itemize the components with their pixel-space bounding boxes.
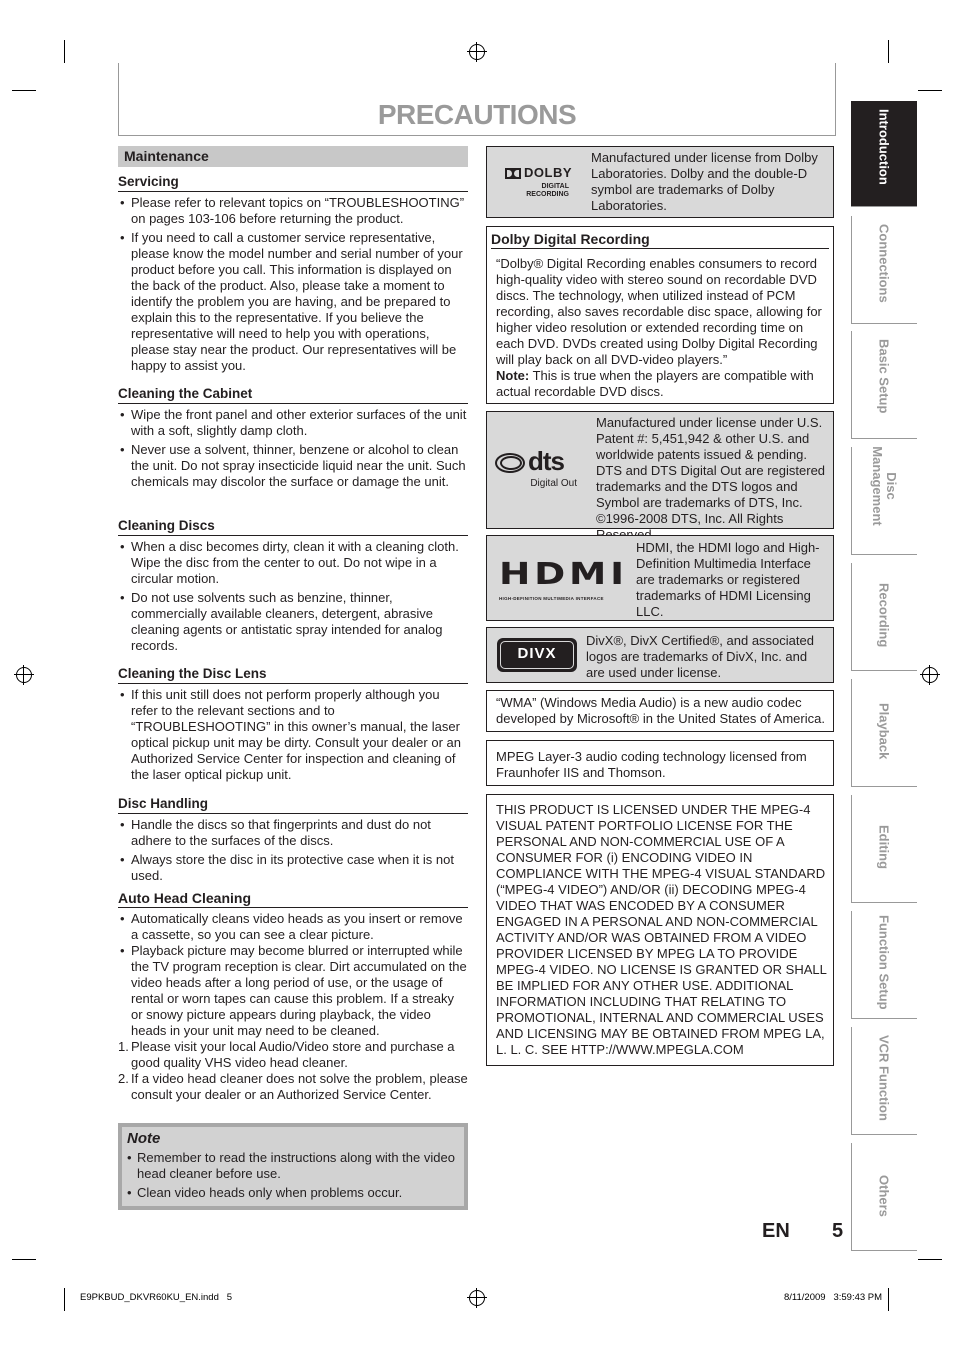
tab-function-setup[interactable] [851,911,917,1019]
tab-disc-management[interactable] [851,447,917,555]
list-item: • Never use a solvent, thinner, benzene or alcohol to clean the unit. Do not spray insecticide liquid near the unit. Such chemicals may discolor the surface or damage the unit. [118,442,468,490]
hdmi-logo [499,557,629,607]
list-item: • Wipe the front panel and other exterior surfaces of the unit with a soft, slightly damp cloth. [118,407,468,439]
cabinet-block [118,386,468,493]
mpeg3-license-box [486,740,834,786]
registration-mark-icon [469,44,485,60]
footer-filename: E9PKBUD_DKVR60KU_EN.indd 5 [80,1292,233,1303]
step-text: If a video head cleaner does not solve the problem, please consult your dealer or an Authorized Service Center. [131,1071,468,1102]
dolby-logo [505,165,577,199]
subheading-discs: Cleaning Discs [118,518,468,536]
double-d-icon [505,168,521,179]
tab-vcr-function[interactable] [851,1027,917,1135]
note-label: Note: [496,368,530,383]
divx-license-text: DivX®, DivX Certified®, and associated logos are trademarks of DivX, Inc. and are used under license. [586,633,814,680]
crop-mark [918,90,942,91]
dolby-logo-sub: DIGITAL [541,183,569,190]
tab-connections[interactable] [851,216,917,324]
tab-label: Disc Management [870,446,899,526]
language-label: EN [762,1220,790,1242]
subheading-cabinet: Cleaning the Cabinet [118,386,468,404]
dts-logo-text: dts [528,446,564,476]
tab-playback[interactable] [851,679,917,787]
dts-wave-icon [495,451,525,471]
list-item: • When a disc becomes dirty, clean it with a cleaning cloth. Wipe the disc from the center to out. Do not wipe in a circular motion. [118,539,468,587]
list-item: • Handle the discs so that fingerprints and dust do not adhere to the surfaces of the discs. [118,817,468,849]
registration-mark-icon [922,667,938,683]
tab-label: VCR Function [876,1035,892,1121]
step-text: Please visit your local Audio/Video store and purchase a good quality VHS video head cleaner. [131,1039,455,1070]
subheading-servicing: Servicing [118,174,468,192]
step-number: 1. [118,1039,129,1054]
hdmi-logo-sub: HIGH-DEFINITION MULTIMEDIA INTERFACE [499,596,604,601]
list-item: • If this unit still does not perform properly although you refer to the relevant sections and to “TROUBLESHOOTING” in this owner’s manual, the laser optical pickup unit may be dirty. Consult your dealer or an Authorized Service Center for inspection and cleaning of the laser optical pickup unit. [118,687,468,783]
tab-label: Others [876,1175,892,1217]
list-item: • Please refer to relevant topics on “TROUBLESHOOTING” on pages 103-106 before returning the product. [118,195,468,227]
list-item: • Always store the disc in its protective case when it is not used. [118,852,468,884]
divx-logo [497,638,577,672]
discs-block [118,518,468,657]
mpeg4-license-text: THIS PRODUCT IS LICENSED UNDER THE MPEG-4 VISUAL PATENT PORTFOLIO LICENSE FOR THE PERSONAL AND NON-COMMERCIAL USE OF A CONSUMER FOR (i) ENCODING VIDEO IN COMPLIANCE WITH THE MPEG-4 VISUAL STANDARD (“MPEG-4 VIDEO”) AND/OR (ii) DECODING MPEG-4 VIDEO THAT WAS ENCODED BY A CONSUMER ENGAGED IN A PERSONAL AND NON-COMMERCIAL ACTIVITY AND/OR WAS OBTAINED FROM A VIDEO PROVIDER LICENSED BY MPEG LA TO PROVIDE MPEG-4 VIDEO. NO LICENSE IS GRANTED OR SHALL BE IMPLIED FOR ANY OTHER USE. ADDITIONAL INFORMATION INCLUDING THAT RELATING TO PROMOTIONAL, INTERNAL AND COMMERCIAL USES AND LICENSING MAY BE OBTAINED FROM MPEG LA, L. L. C. SEE HTTP://WWW.MPEGLA.COM [496,802,827,1057]
list-item: • Playback picture may become blurred or interrupted while the TV program reception is clear. Dirt accumulated on the video heads after a long period of use, or the usage of rental or worn tapes can cause this problem. If a streaky or snowy picture appears during playback, the video heads in your unit may need to be cleaned. [118,943,468,1039]
tab-others[interactable] [851,1143,917,1251]
wma-license-box [486,690,834,732]
subheading-handling: Disc Handling [118,796,468,814]
crop-mark [12,1259,36,1260]
crop-mark [888,1288,889,1311]
dolby-recording-text [496,256,828,400]
crop-mark [64,40,65,63]
mpeg4-license-box [486,794,834,1066]
tab-label: Editing [876,825,892,870]
dolby-recording-box [486,226,834,404]
maintenance-section [118,146,468,167]
divx-license-box [486,627,834,683]
note-content [122,1127,464,1206]
dolby-license-box [486,146,834,218]
crop-mark [918,1259,942,1260]
tab-label: Introduction [876,109,892,185]
list-item: • Automatically cleans video heads as you insert or remove a cassette, so you can see a clear picture. [118,911,468,943]
lens-block [118,666,468,786]
note-text: This is true when the players are compatible with actual recordable DVD discs. [496,368,814,399]
dts-license-text: Manufactured under license under U.S. Patent #: 5,451,942 & other U.S. and worldwide patents issued & pending. DTS and DTS Digital Out are registered trademarks and the DTS logos and Symbol are trademarks of DTS, Inc. ©1996-2008 DTS, Inc. All Rights [596,415,826,526]
title-frame [118,63,836,136]
dolby-recording-title: Dolby Digital Recording [491,231,829,249]
registration-mark-icon [16,667,32,683]
dts-logo [495,446,587,492]
note-box [118,1123,468,1210]
head-cleaning-block [118,890,468,1103]
crop-mark [12,90,36,91]
section-heading: Maintenance [118,146,468,167]
note-item: • Remember to read the instructions along with the video head cleaner before use. [127,1150,459,1182]
registration-mark-icon [469,1290,485,1306]
footer-date: 8/11/2009 3:59:43 PM [784,1292,883,1303]
list-item: • Do not use solvents such as benzine, thinner, commercially available cleaners, detergent, abrasive cleaning agents or antistatic spray intended for analog records. [118,590,468,654]
tab-recording[interactable] [851,563,917,671]
wma-license-text: “WMA” (Windows Media Audio) is a new audio codec developed by Microsoft® in the United States of America. [496,695,825,726]
tab-label: Recording [876,583,892,648]
tab-basic-setup[interactable] [851,331,917,439]
page-title: PRECAUTIONS [377,99,577,130]
step-item [118,1071,468,1103]
tab-label: Playback [876,703,892,760]
mpeg3-license-text: MPEG Layer-3 audio coding technology licensed from Fraunhofer IIS and Thomson. [496,749,807,780]
dolby-recording-note [496,368,828,400]
dolby-license-text: Manufactured under license from Dolby Laboratories. Dolby and the double-D symbol are trademarks of Dolby Laboratories. [591,150,818,213]
dolby-logo-sub: RECORDING [526,191,569,198]
dts-license-box [486,411,834,529]
dolby-recording-paragraph: “Dolby® Digital Recording enables consumers to record high-quality video with stereo sound on recordable DVD discs. The technology, when utilized instead of PCM recording, also saves recordable disc space, allowing for higher video resolution or extended recording time on each DVD. DVDs created using Dolby Digital Recording will play back on all DVD-video players.” [496,256,822,367]
tab-label: Connections [876,224,892,303]
page-number: 5 [832,1220,844,1242]
crop-mark [64,1288,65,1311]
step-item [118,1039,468,1071]
tab-label: Function Setup [876,915,892,1010]
subheading-head-cleaning: Auto Head Cleaning [118,890,468,908]
subheading-lens: Cleaning the Disc Lens [118,666,468,684]
dts-logo-sub: Digital Out [530,478,577,489]
handling-block [118,796,468,887]
list-item: • If you need to call a customer service representative, please know the model number and serial number of your product before you call. This information is displayed on the back of the product. Also, please take a moment to identify the problem you are having, and be prepared to explain this to the representative. If you believe the representative will need to help you with operations, please stay near the product. Our representatives will be happy to assist you. [118,230,468,374]
dolby-logo-text: DOLBY [524,165,572,180]
hdmi-logo-text: HDMI [499,557,628,592]
crop-mark [888,40,889,63]
divx-logo-text: DIVX [517,645,557,662]
tab-editing[interactable] [851,795,917,903]
hdmi-license-text: HDMI, the HDMI logo and High-Definition Multimedia Interface are trademarks or registered trademarks of HDMI Licensing LLC. [636,540,820,619]
tab-introduction[interactable] [851,101,917,207]
tab-label: Basic Setup [876,339,892,414]
step-number: 2. [118,1071,129,1086]
hdmi-license-box [486,535,834,621]
note-title: Note [127,1130,161,1147]
note-item: • Clean video heads only when problems occur. [127,1185,459,1201]
servicing-block [118,174,468,377]
